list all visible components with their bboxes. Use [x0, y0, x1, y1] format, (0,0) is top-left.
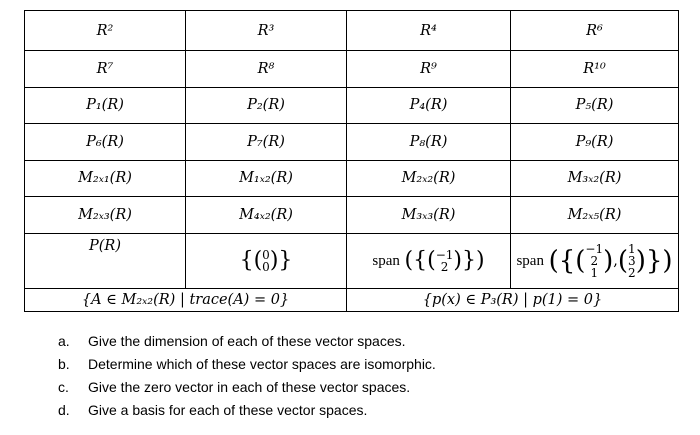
left-paren: ( — [427, 247, 436, 273]
cell-p8: P₈(R) — [347, 124, 511, 161]
right-paren: ) — [635, 245, 646, 276]
table-row — [25, 87, 679, 124]
column-vector — [262, 249, 270, 273]
vector-entry: 1 — [590, 265, 599, 280]
list-item — [58, 330, 436, 353]
span-argument — [405, 249, 485, 273]
cell-p2: P₂(R) — [186, 87, 347, 124]
comma: , — [613, 252, 618, 269]
vector-entry: −1 — [435, 247, 454, 262]
left-paren: ( — [575, 245, 586, 276]
list-text: Give the zero vector in each of these vector spaces. — [88, 379, 411, 395]
right-brace: } — [645, 245, 663, 276]
cell-r6: R⁶ — [511, 11, 679, 51]
cell-r8: R⁸ — [186, 51, 347, 88]
table-row — [25, 11, 679, 51]
list-text: Determine which of these vector spaces are isomorphic. — [88, 356, 436, 372]
list-letter: c. — [58, 379, 69, 395]
table-row — [25, 233, 679, 288]
cell-span-one-vector — [347, 233, 511, 288]
cell-m1x2: M₁ₓ₂(R) — [186, 160, 347, 197]
cell-m2x3: M₂ₓ₃(R) — [25, 197, 186, 234]
vector-entry: 2 — [440, 259, 449, 274]
right-paren: ) — [453, 247, 462, 273]
cell-p7: P₇(R) — [186, 124, 347, 161]
right-paren: ) — [603, 245, 614, 276]
cell-r10: R¹⁰ — [511, 51, 679, 88]
zero-vector-set — [240, 249, 293, 273]
cell-m2x5: M₂ₓ₅(R) — [511, 197, 679, 234]
table-row — [25, 288, 679, 311]
cell-r2: R² — [25, 11, 186, 51]
question-list — [58, 330, 436, 422]
cell-m3x3: M₃ₓ₃(R) — [347, 197, 511, 234]
left-paren: ( — [253, 247, 263, 273]
vector-entry: 2 — [628, 265, 636, 280]
span-argument — [549, 243, 673, 279]
vector-entry: −1 — [585, 241, 604, 256]
left-brace: { — [239, 247, 254, 273]
cell-m2x2: M₂ₓ₂(R) — [347, 160, 511, 197]
cell-polynomial-root-set: {p(x) ∈ P₃(R) | p(1) = 0} — [347, 288, 679, 311]
cell-span-two-vectors — [511, 233, 679, 288]
table-row — [25, 51, 679, 88]
column-vector — [436, 249, 454, 273]
vector-entry: 0 — [262, 247, 270, 262]
span-label: span — [516, 252, 544, 269]
cell-p9: P₉(R) — [511, 124, 679, 161]
cell-p5: P₅(R) — [511, 87, 679, 124]
right-brace: } — [462, 247, 476, 273]
vector-entry: 2 — [590, 253, 599, 268]
left-paren: ( — [548, 245, 559, 276]
cell-trace-zero-set: {A ∈ M₂ₓ₂(R) | trace(A) = 0} — [25, 288, 347, 311]
left-brace: { — [413, 247, 428, 273]
list-letter: b. — [58, 356, 70, 372]
cell-m3x2: M₃ₓ₂(R) — [511, 160, 679, 197]
table-row — [25, 124, 679, 161]
left-brace: { — [558, 245, 576, 276]
right-paren: ) — [476, 247, 485, 273]
span-label: span — [372, 252, 400, 269]
vector-entry: 0 — [262, 259, 270, 274]
cell-zero-vector-span — [186, 233, 347, 288]
list-item — [58, 376, 436, 399]
column-vector — [628, 243, 636, 279]
vector-entry: 3 — [628, 253, 636, 268]
cell-m2x1: M₂ₓ₁(R) — [25, 160, 186, 197]
cell-r4: R⁴ — [347, 11, 511, 51]
column-vector — [585, 243, 603, 279]
table-row — [25, 160, 679, 197]
list-text: Give a basis for each of these vector spaces. — [88, 402, 368, 418]
cell-p4: P₄(R) — [347, 87, 511, 124]
vector-space-table — [24, 10, 679, 312]
right-paren: ) — [269, 247, 279, 273]
cell-r7: R⁷ — [25, 51, 186, 88]
left-paren: ( — [617, 245, 629, 276]
list-text: Give the dimension of each of these vector spaces. — [88, 333, 406, 349]
cell-p6: P₆(R) — [25, 124, 186, 161]
cell-p1: P₁(R) — [25, 87, 186, 124]
cell-m4x2: M₄ₓ₂(R) — [186, 197, 347, 234]
list-item — [58, 353, 436, 376]
cell-r9: R⁹ — [347, 51, 511, 88]
right-brace: } — [278, 247, 293, 273]
list-letter: d. — [58, 402, 70, 418]
vector-entry: 1 — [628, 241, 636, 256]
list-letter: a. — [58, 333, 70, 349]
table-row — [25, 197, 679, 234]
right-paren: ) — [662, 245, 673, 276]
list-item — [58, 399, 436, 422]
left-paren: ( — [404, 247, 414, 273]
cell-r3: R³ — [186, 11, 347, 51]
cell-p-r: P(R) — [25, 233, 186, 288]
